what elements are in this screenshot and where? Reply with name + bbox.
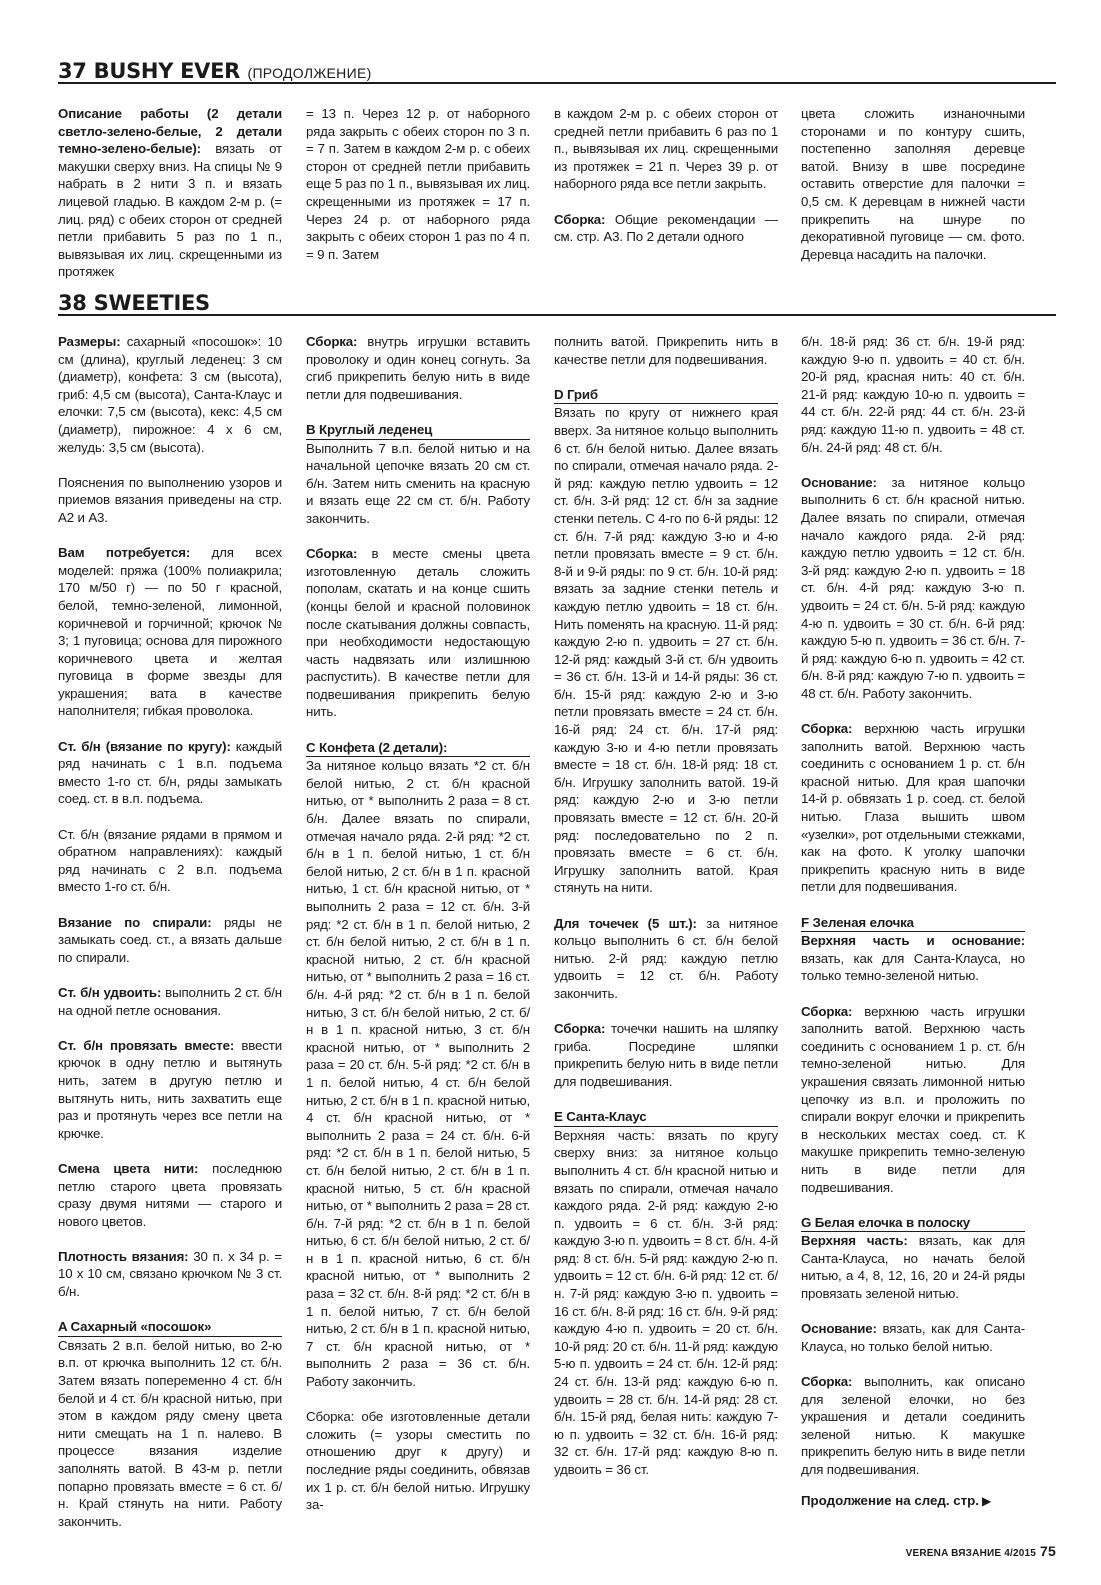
paragraph-lead: Основание: <box>801 1321 877 1337</box>
spiral-paragraph <box>58 914 282 967</box>
paragraph-lead: Сборка: <box>801 1374 853 1390</box>
striped-tree-top <box>801 1232 1025 1302</box>
continued-text: Продолжение на след. стр. <box>801 1493 979 1508</box>
heading-c-candy: C Конфета (2 детали): <box>306 739 530 758</box>
paragraph-lead: Ст. б/н (вязание по кругу): <box>58 738 231 754</box>
dots-text <box>554 915 778 1003</box>
s37-assembly-text: Общие рекомендации — см. стр. А3. По 2 детали одного <box>554 211 778 245</box>
santa-base-text <box>801 474 1025 703</box>
paragraph-lead: Плотность вязания: <box>58 1248 189 1264</box>
paragraph-lead: Ст. б/н провязать вместе: <box>58 1037 235 1053</box>
s37-col3-text: в каждом 2-м р. с обеих сторон от средней петли прибавить 6 раз по 1 п., вывязывая их лиц. скрещенными из протяжек = 21 п. Через 39 р. от наборного ряда все петли закрыть. <box>554 106 778 192</box>
paragraph-body: 30 п. х 34 р. = 10 х 10 см, связано крючком № 3 ст. б/н. <box>58 1248 282 1300</box>
paragraph-body: ввести крючок в одну петлю и вытянуть нить, затем в другую петлю и вытянуть нить, нить захватить еще раз и протянуть через все петли на крючке. <box>58 1037 282 1141</box>
section-38-title: 38 SWEETIES <box>58 291 210 315</box>
paragraph-lead: Сборка: <box>306 546 358 562</box>
candy-cane-text: Связать 2 в.п. белой нитью, во 2-ю в.п. от крючка выполнить 12 ст. б/н. Затем вязать попеременно 4 ст. б/н белой и 4 ст. б/н красной нитью, при этом в каждом ряду смену цвета нити смещать на 1 п. налево. В процессе вязания изделие заполнять ватой. В 43-м р. петли попарно провязать вместе = 6 ст. б/н. Край стянуть на нити. Работу закончить. <box>58 1337 282 1529</box>
continued-note <box>801 1493 991 1508</box>
page-number: 75 <box>1040 1543 1056 1559</box>
materials-paragraph <box>58 544 282 720</box>
candy-assembly-cont: полнить ватой. Прикрепить нить в качестве петли для подвешивания. <box>554 334 778 367</box>
striped-tree-base <box>801 1320 1025 1355</box>
section-38-header <box>58 292 1056 316</box>
paragraph-body: верхнюю часть игрушки заполнить ватой. Верхнюю часть соединить с основанием 1 р. ст. б/н красной нитью. Для края шапочки 14-й р. обвязать 1 р. соед. ст. белой нитью. Глаза вышить швом «узелки», рот отдельными стежками, как на фото. К уголку шапочки прикрепить красную нить в виде петли для подвешивания. <box>801 721 1025 895</box>
paragraph-lead: Смена цвета нити: <box>58 1160 199 1176</box>
heading-e-santa: E Санта-Клаус <box>554 1108 778 1127</box>
s37-col2-text: = 13 п. Через 12 р. от наборного ряда закрыть с обеих сторон по 3 п. = 7 п. Затем в каждом 2-м р. с обеих сторон от средней петли прибавить еще 5 раз по 1 п., вывязывая их лиц. скрещенными из протяжек = 17 п. Через 24 р. от наборного ряда закрыть с обеих сторон 1 раз по 4 п. = 9 п. Затем <box>306 106 530 262</box>
heading-g-striped-tree: G Белая елочка в полоску <box>801 1214 1025 1233</box>
sc-increase-paragraph <box>58 984 282 1019</box>
paragraph-lead: Основание: <box>801 474 877 490</box>
sizes-paragraph <box>58 333 282 456</box>
heading-b-lollipop: B Круглый леденец <box>306 421 530 440</box>
section-37-header <box>58 60 1056 84</box>
paragraph-body: вязать, как для Санта-Клауса, но начать белой нитью, а 4, 8, 12, 16, 20 и 24-й ряды провязать зеленой нитью. <box>801 1233 1026 1302</box>
s37-work-text: вязать от макушки сверху вниз. На спицы № 9 набрать в 2 нити 3 п. и вязать лицевой гладью. В каждом 2-м р. (= лиц. ряд) с обеих сторон от средней петли прибавить 5 раз по 1 п., вывязывая их лиц. скрещенными из протяжек <box>58 141 282 280</box>
paragraph-lead: Сборка: <box>306 334 358 349</box>
mushroom-text: Вязать по кругу от нижнего края вверх. За нитяное кольцо выполнить 6 ст. б/н белой нитью. Далее вязать по спирали, отмечая начало ряда. 2-й ряд: каждую петлю удвоить = 12 ст. б/н. 3-й ряд: 12 ст. б/н за задние стенки петель. С 4-го по 6-й ряды: 12 ст. б/н. 7-й ряд: каждую 3-ю и 4-ю петли провязать вместе = 9 ст. б/н. 8-й и 9-й ряды: по 9 ст. б/н. 10-й ряд: вязать за задние стенки петель и каждую петлю удвоить = 18 ст. б/н. Нить поменять на красную. 11-й ряд: каждую 2-ю п. удвоить = 27 ст. б/н. 12-й ряд: каждый 3-й ст. б/н удвоить = 36 ст. б/н. 13-й и 14-й ряды: 36 ст. б/н. 15-й ряд: каждую 2-ю и 3-ю петли провязать вместе = 24 ст. б/н. 16-й ряд: 24 ст. б/н. 17-й ряд: каждую 3-ю и 4-ю петли провязать вместе = 18 ст. б/н. 18-й ряд: 18 ст. б/н. Игрушку заполнить ватой. 19-й ряд: каждую 2-ю и 3-ю петли провязать вместе = 12 ст. б/н. 20-й ряд: последовательно по 2 п. провязать вместе = 6 ст. б/н. Игрушку заполнить ватой. Края стянуть на нити. <box>554 405 778 896</box>
sc-rows-paragraph: Ст. б/н (вязание рядами в прямом и обратном направлениях): каждый ряд начинать с 2 в.п. подъема вместо 1-го ст. б/н. <box>58 826 282 895</box>
green-tree-text <box>801 932 1025 985</box>
paragraph-body: за нитяное кольцо выполнить 6 ст. б/н красной нитью. Далее вязать по спирали, отмечая начало каждого ряда. 2-й ряд: каждую петлю удвоить = 12 ст. б/н. 3-й ряд: каждую 2-ю п. удвоить = 18 ст. б/н. 4-й ряд: каждую 3-ю п. удвоить = 24 ст. б/н. 5-й ряд: каждую 4-ю п. удвоить = 30 ст. б/н. 6-й ряд: каждую 5-ю п. удвоить = 36 ст. б/н. 7-й ряд: каждую 6-ю п. удвоить = 42 ст. б/н. 8-й ряд: каждую 7-ю п. удвоить = 48 ст. б/н. Работу закончить. <box>801 474 1025 701</box>
paragraph-body: выполнить 2 ст. б/н на одной петле основания. <box>58 984 282 1018</box>
explanations-paragraph: Пояснения по выполнению узоров и приемов вязания приведены на стр. А2 и А3. <box>58 474 282 525</box>
paragraph-body: внутрь игрушки вставить проволоку и один конец согнуть. За сгиб прикрепить белую нить в виде петли для подвешивания. <box>306 334 530 402</box>
santa-top-text: Верхняя часть: вязать по кругу сверху вниз: за нитяное кольцо выполнить 4 ст. б/н красной нитью и вязать по спирали, отмечая начало каждого ряда. 2-й ряд: каждую 2-ю п. удвоить = 6 ст. б/н. 3-й ряд: каждую 3-ю п. удвоить = 8 ст. б/н. 4-й ряд: 8 ст. б/н. 5-й ряд: каждую 2-ю п. удвоить = 12 ст. б/н. 6-й ряд: 12 ст. б/н. 7-й ряд: каждую 3-ю п. удвоить = 16 ст. б/н. 8-й ряд: 16 ст. б/н. 9-й ряд: каждую 4-ю п. удвоить = 20 ст. б/н. 10-й ряд: 20 ст. б/н. 11-й ряд: каждую 5-ю п. удвоить = 24 ст. б/н. 12-й ряд: 24 ст. б/н. 13-й ряд: каждую 6-ю п. удвоить = 28 ст. б/н. 14-й ряд: 28 ст. б/н. 15-й ряд, белая нить: каждую 7-ю п. удвоить = 32 ст. б/н. 16-й ряд: 32 ст. б/н. 17-й ряд: каждую 8-ю п. удвоить = 36 ст. <box>554 1127 778 1477</box>
magazine-name: VERENA ВЯЗАНИЕ 4/2015 <box>905 1548 1037 1559</box>
color-change-paragraph <box>58 1160 282 1230</box>
paragraph-body: сахарный «посошок»: 10 см (длина), круглый леденец: 3 см (диаметр), конфета: 3 см (высота), гриб: 4,5 см (высота), Санта-Клаус и елочки: 7,5 см (высота), кекс: 4,5 см (диаметр), пирожное: 4 х 6 см, желудь: 3,5 см (высота). <box>58 334 282 455</box>
paragraph-lead: Ст. б/н удвоить: <box>58 984 162 1000</box>
s37-work-heading: Описание работы (2 детали светло-зелено-белые, 2 детали темно-зелено-белые): <box>58 106 282 157</box>
lollipop-text: Выполнить 7 в.п. белой нитью и на начальной цепочке вязать 20 см ст. б/н. Затем нить сменить на красную и вязать еще 22 см ст. б/н. Работу закончить. <box>306 440 530 526</box>
paragraph-lead: Сборка: <box>554 1021 606 1037</box>
s38-column-2 <box>306 333 530 1514</box>
paragraph-lead: Сборка: <box>801 1003 853 1019</box>
paragraph-body: выполнить, как описано для зеленой елочки, но без украшения и детали соединить зеленой нитью. К макушке прикрепить белую нить в виде петли для подвешивания. <box>801 1374 1025 1477</box>
paragraph-lead: Вязание по спирали: <box>58 914 212 930</box>
paragraph-body: вязать, как для Санта-Клауса, но только темно-зеленой нитью. <box>801 950 1025 984</box>
section-37-title: 37 BUSHY EVER <box>58 59 241 83</box>
paragraph-body: каждый ряд начинать с 1 в.п. подъема вместо 1-го ст. б/н, ряды замыкать соед. ст. в в.п. подъема. <box>58 738 282 807</box>
page-footer <box>906 1543 1056 1559</box>
section-37-subtitle: (ПРОДОЛЖЕНИЕ) <box>247 65 372 81</box>
arrow-right-icon: ▶ <box>981 1494 992 1508</box>
s38-column-4 <box>801 333 1025 1496</box>
paragraph-body: для всех моделей: пряжа (100% полиакрила; 170 м/50 г) — по 50 г красной, белой, темно-зеленой, лимонной, коричневой и горчичной; крючок № 3; 1 пуговица; основа для пирожного коричневого цвета и желтая пуговица в форме звезды для украшения; вата в качестве наполнителя; гибкая проволока. <box>58 545 282 719</box>
heading-f-green-tree: F Зеленая елочка <box>801 914 1025 933</box>
paragraph-body: последнюю петлю старого цвета провязать сразу двумя нитями — старого и нового цветов. <box>58 1160 282 1229</box>
mushroom-assembly <box>554 1020 778 1090</box>
candy-text: За нитяное кольцо вязать *2 ст. б/н белой нитью, 2 ст. б/н красной нитью, от * выполнить 2 раза = 8 ст. б/н. Далее вязать по спирали, отмечая начало ряда. 2-й ряд: *2 ст. б/н в 1 п. белой нитью, 1 ст. б/н белой нитью, 2 ст. б/н в 1 п. красной нитью, 1 ст. б/н красной нитью, от * выполнить 2 раза = 12 ст. б/н. 3-й ряд: *2 ст. б/н в 1 п. белой нитью, 2 ст. б/н белой нитью, 2 ст. б/н в 1 п. красной нитью, 2 ст. б/н красной нитью, от * выполнить 2 раза = 16 ст. б/н. 4-й ряд: *2 ст. б/н в 1 п. белой нитью, 3 ст. б/н белой нитью, 2 ст. б/н в 1 п. красной нитью, 3 ст. б/н красной нитью, от * выполнить 2 раза = 20 ст. б/н. 5-й ряд: *2 ст. б/н в 1 п. белой нитью, 4 ст. б/н белой нитью, 2 ст. б/н в 1 п. красной нитью, 4 ст. б/н красной нитью, от * выполнить 2 раза = 24 ст. б/н. 6-й ряд: *2 ст. б/н в 1 п. белой нитью, 5 ст. б/н белой нитью, 2 ст. б/н в 1 п. красной нитью, 5 ст. б/н красной нитью, от * выполнить 2 раза = 28 ст. б/н. 7-й ряд: *2 ст. б/н в 1 п. белой нитью, 6 ст. б/н белой нитью, 2 ст. б/н в 1 п. красной нитью, 6 ст. б/н красной нитью, от * выполнить 2 раза = 32 ст. б/н. 8-й ряд: *2 ст. б/н в 1 п. белой нитью, 7 ст. б/н белой нитью, 2 ст. б/н в 1 п. красной нитью, 7 ст. б/н красной нитью, от * выполнить 2 раза = 36 ст. б/н. Работу закончить. <box>306 758 530 1390</box>
paragraph-lead: Верхняя часть: <box>801 1233 908 1249</box>
paragraph-lead: Для точечек (5 шт.): <box>554 915 697 931</box>
candy-cane-assembly <box>306 333 530 403</box>
gauge-paragraph <box>58 1248 282 1301</box>
santa-top-cont: б/н. 18-й ряд: 36 ст. б/н. 19-й ряд: каждую 9-ю п. удвоить = 40 ст. б/н. 20-й ряд, красная нить: 40 ст. б/н. 21-й ряд: каждую 10-ю п. удвоить = 44 ст. б/н. 22-й ряд: 44 ст. б/н. 23-й ряд: каждую 11-ю п. удвоить = 48 ст. б/н. 24-й ряд: 48 ст. б/н. <box>801 334 1025 455</box>
sc-round-paragraph <box>58 738 282 808</box>
s37-column-2 <box>306 105 530 263</box>
paragraph-body: точечки нашить на шляпку гриба. Посредине шляпки прикрепить белую нить в виде петли для подвешивания. <box>554 1021 778 1089</box>
striped-tree-assembly <box>801 1373 1025 1479</box>
santa-assembly <box>801 720 1025 896</box>
paragraph-body: за нитяное кольцо выполнить 6 ст. б/н белой нитью. 2-й ряд: каждую петлю удвоить = 12 ст. б/н. Работу закончить. <box>554 915 778 1001</box>
paragraph-lead: Размеры: <box>58 334 121 349</box>
s38-column-3 <box>554 333 778 1479</box>
paragraph-lead: Вам потребуется: <box>58 545 191 561</box>
paragraph-body: в месте смены цвета изготовленную деталь сложить пополам, скатать и на конце сшить (концы белой и красной половинок после скатывания должны совпасть, при необходимости недостающую часть надвязать или излишнюю распустить). В качестве петли для подвешивания прикрепить белую нить. <box>306 546 530 720</box>
s37-col4-text: цвета сложить изнаночными сторонами и по контуру сшить, постепенно заполняя деревце ватой. Внизу в шве посредине оставить отверстие для палочки = 0,5 см. К деревцам в нижней части прикрепить на шнуре по декоративной пуговице — см. фото. Деревца насадить на палочки. <box>801 106 1025 262</box>
s38-column-1 <box>58 333 282 1530</box>
s37-column-4 <box>801 105 1025 263</box>
s37-column-3 <box>554 105 778 246</box>
s37-assembly-heading: Сборка: <box>554 211 606 227</box>
candy-assembly: Сборка: обе изготовленные детали сложить (= узоры сместить по отношению друг к другу) и последние ряды соединить, обвязав их 1 р. ст. б/н белой нитью. Игрушку за- <box>306 1409 530 1513</box>
paragraph-body: вязать, как для Санта-Клауса, но только белой нитью. <box>801 1321 1025 1354</box>
sc-decrease-paragraph <box>58 1037 282 1143</box>
paragraph-body: верхнюю часть игрушки заполнить ватой. Верхнюю часть соединить с основанием 1 р. ст. б/н темно-зеленой нитью. Для украшения связать лимонной нитью цепочку из в.п. и проложить по спирали вокруг елочки и прикрепить в нескольких местах соед. ст. К макушке прикрепить темно-зеленую нить в виде петли для подвешивания. <box>801 1003 1025 1195</box>
paragraph-lead: Сборка: <box>801 721 853 737</box>
heading-d-mushroom: D Гриб <box>554 386 778 405</box>
heading-a-candy-cane: A Сахарный «посошок» <box>58 1318 282 1337</box>
paragraph-body: ряды не замыкать соед. ст., а вязать дальше по спирали. <box>58 914 282 965</box>
paragraph-lead: Верхняя часть и основание: <box>801 933 1025 949</box>
lollipop-assembly <box>306 545 530 721</box>
s37-column-1 <box>58 105 282 281</box>
green-tree-assembly <box>801 1003 1025 1197</box>
